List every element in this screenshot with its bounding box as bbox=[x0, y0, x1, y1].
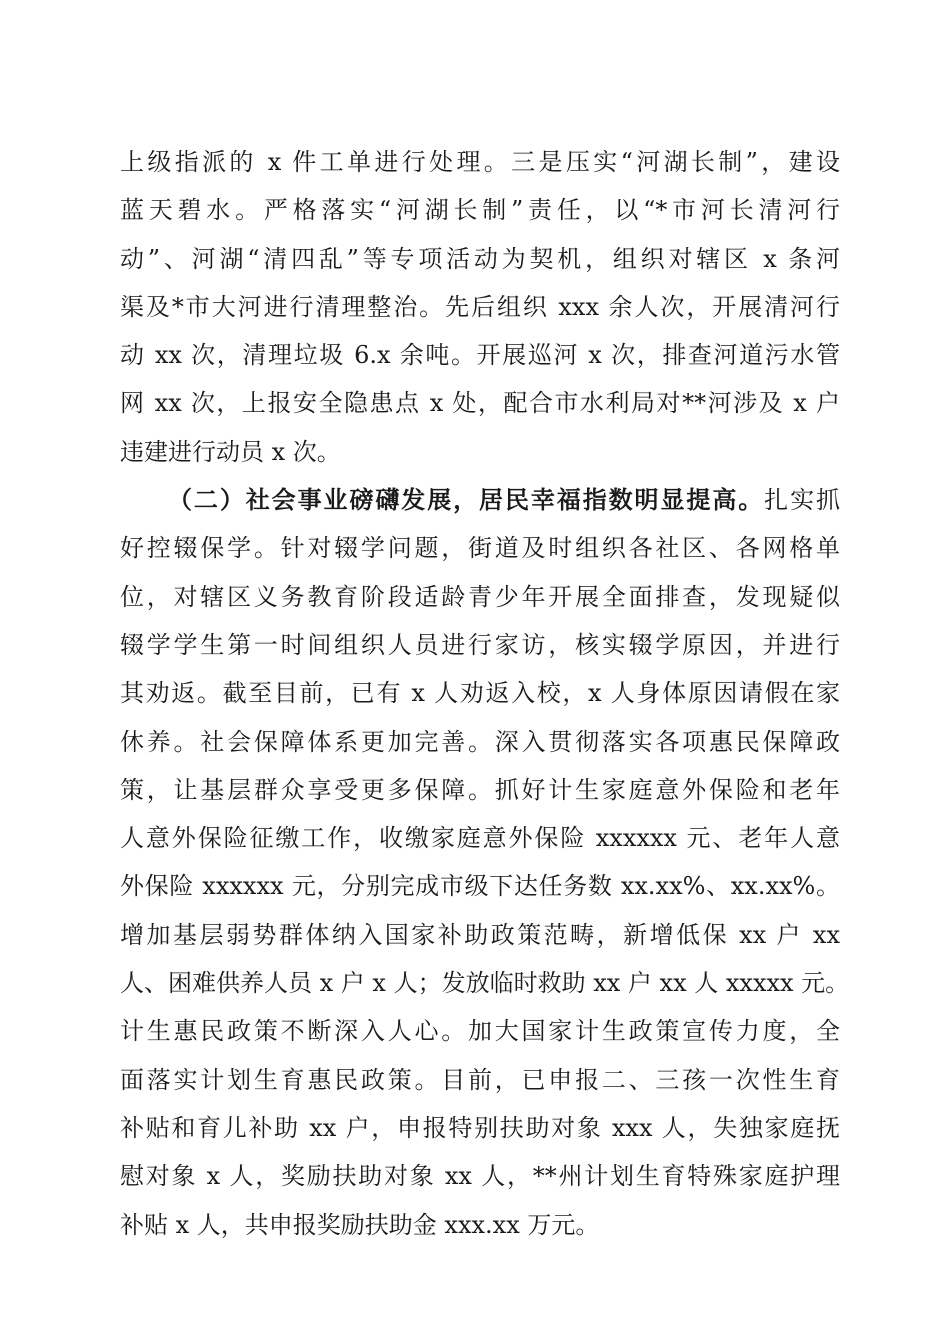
body-text bbox=[120, 138, 850, 1249]
paragraph2-line-3: 位，对辖区义务教育阶段适龄青少年开展全面排查，发现疑似 bbox=[120, 582, 840, 611]
paragraph2-line-5: 其劝返。截至目前，已有 x 人劝返入校，x 人身体原因请假在家 bbox=[120, 679, 840, 708]
paragraph2-line-8: 人意外保险征缴工作，收缴家庭意外保险 xxxxxx 元、老年人意 bbox=[120, 824, 840, 853]
paragraph2-line-6: 休养。社会保障体系更加完善。深入贯彻落实各项惠民保障政 bbox=[120, 727, 840, 756]
paragraph2-line-10: 增加基层弱势群体纳入国家补助政策范畴，新增低保 xx 户 xx bbox=[120, 920, 840, 949]
paragraph1-line-5: 动 xx 次，清理垃圾 6.x 余吨。开展巡河 x 次，排查河道污水管 bbox=[120, 341, 840, 370]
paragraph2-line-12: 计生惠民政策不断深入人心。加大国家计生政策宣传力度，全 bbox=[120, 1017, 840, 1046]
paragraph1-line-3: 动”、河湖“清四乱”等专项活动为契机，组织对辖区 x 条河 bbox=[120, 244, 840, 273]
paragraph2-line-7: 策，让基层群众享受更多保障。抓好计生家庭意外保险和老年 bbox=[120, 775, 840, 804]
section-heading: （二）社会事业磅礴发展，居民幸福指数明显提高。 bbox=[168, 485, 765, 515]
paragraph1-line-1: 上级指派的 x 件工单进行处理。三是压实“河湖长制”，建设 bbox=[120, 148, 840, 176]
paragraph2-line-1-rest: 扎实抓 bbox=[764, 486, 841, 515]
paragraph2-line-9: 外保险 xxxxxx 元，分别完成市级下达任务数 xx.xx%、xx.xx%。 bbox=[120, 872, 840, 901]
paragraph2-line-11: 人、困难供养人员 x 户 x 人；发放临时救助 xx 户 xx 人 xxxxx 元。 bbox=[120, 969, 850, 998]
paragraph2-line-1 bbox=[120, 476, 840, 524]
paragraph2-line-16: 补贴 x 人，共申报奖励扶助金 xxx.xx 万元。 bbox=[120, 1210, 600, 1239]
paragraph1-line-7: 违建进行动员 x 次。 bbox=[120, 437, 341, 466]
paragraph2-line-13: 面落实计划生育惠民政策。目前，已申报二、三孩一次性生育 bbox=[120, 1065, 840, 1094]
paragraph2-line-15: 慰对象 x 人，奖励扶助对象 xx 人，**州计划生育特殊家庭护理 bbox=[120, 1162, 840, 1191]
paragraph1-line-2: 蓝天碧水。严格落实“河湖长制”责任，以“*市河长清河行 bbox=[120, 196, 840, 225]
paragraph2-line-4: 辍学学生第一时间组织人员进行家访，核实辍学原因，并进行 bbox=[120, 630, 840, 659]
paragraph2-line-2: 好控辍保学。针对辍学问题，街道及时组织各社区、各网格单 bbox=[120, 534, 840, 563]
paragraph2-line-14: 补贴和育儿补助 xx 户，申报特别扶助对象 xxx 人，失独家庭抚 bbox=[120, 1113, 840, 1142]
paragraph1-line-4: 渠及*市大河进行清理整治。先后组织 xxx 余人次，开展清河行 bbox=[120, 292, 840, 321]
paragraph1-line-6: 网 xx 次，上报安全隐患点 x 处，配合市水利局对**河涉及 x 户 bbox=[120, 389, 840, 418]
